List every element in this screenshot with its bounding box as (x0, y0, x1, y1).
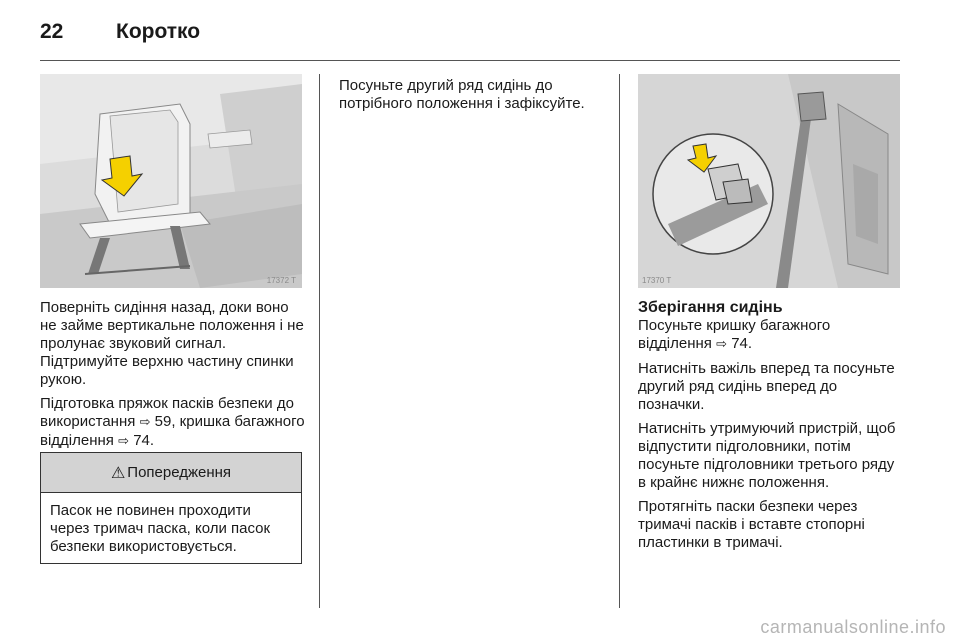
seat-backrest-fold-illustration (40, 74, 302, 288)
paragraph: Підготовка пряжок пасків безпеки до використання ⇨ 59, кришка багажного відділення ⇨ 74. (40, 395, 305, 449)
page-ref-arrow-icon: ⇨ (716, 337, 728, 352)
warning-header (41, 453, 301, 493)
page-number: 22 (40, 20, 64, 43)
paragraph: Поверніть сидіння назад, доки воно не займе вертикальне положення і не пролунає звуковий сигнал. Підтримуйте верхню частину спинки рукою. (40, 299, 304, 388)
column-divider (619, 74, 620, 608)
page-ref[interactable]: 59 (154, 413, 172, 430)
paragraph: Натисніть важіль вперед та посуньте другий ряд сидінь вперед до позначки. (638, 360, 895, 413)
warning-box (40, 452, 302, 564)
paragraph: Протягніть паски безпеки через тримачі пасків і вставте стопорні пластинки в тримачі. (638, 498, 865, 551)
figure-code: 17372 T (266, 276, 296, 285)
column-3-text (638, 299, 903, 558)
paragraph: Посуньте кришку багажного відділення ⇨ 74. (638, 317, 831, 352)
page-title: Коротко (116, 20, 201, 43)
page-ref[interactable]: 74 (731, 335, 748, 352)
paragraph: Натисніть утримуючий пристрій, щоб відпустити підголовники, потім посуньте підголовники третього ряду в крайнє нижнє положення. (638, 420, 896, 491)
column-1-text (40, 299, 305, 457)
page-ref[interactable]: 74 (133, 432, 150, 449)
seatbelt-buckle-holder-illustration (638, 74, 900, 288)
warning-body: Пасок не повинен проходити через тримач паска, коли пасок безпеки використовується. (50, 502, 271, 555)
paragraph: Посуньте другий ряд сидінь до потрібного положення і зафіксуйте. (339, 77, 585, 112)
column-2-text (339, 77, 609, 119)
column-divider (319, 74, 320, 608)
watermark: carmanualsonline.info (760, 617, 946, 637)
warning-title: Попередження (127, 464, 232, 481)
page-ref-arrow-icon: ⇨ (139, 415, 151, 430)
warning-triangle-icon: ⚠ (110, 464, 126, 482)
page-ref-arrow-icon: ⇨ (118, 434, 130, 449)
section-heading: Зберігання сидінь (638, 299, 783, 316)
seatbelt-buckle-holder-icon (638, 74, 900, 288)
figure-code: 17370 T (642, 276, 672, 285)
header-rule (40, 60, 900, 61)
seat-backrest-fold-icon (40, 74, 302, 288)
page-header (40, 14, 200, 50)
